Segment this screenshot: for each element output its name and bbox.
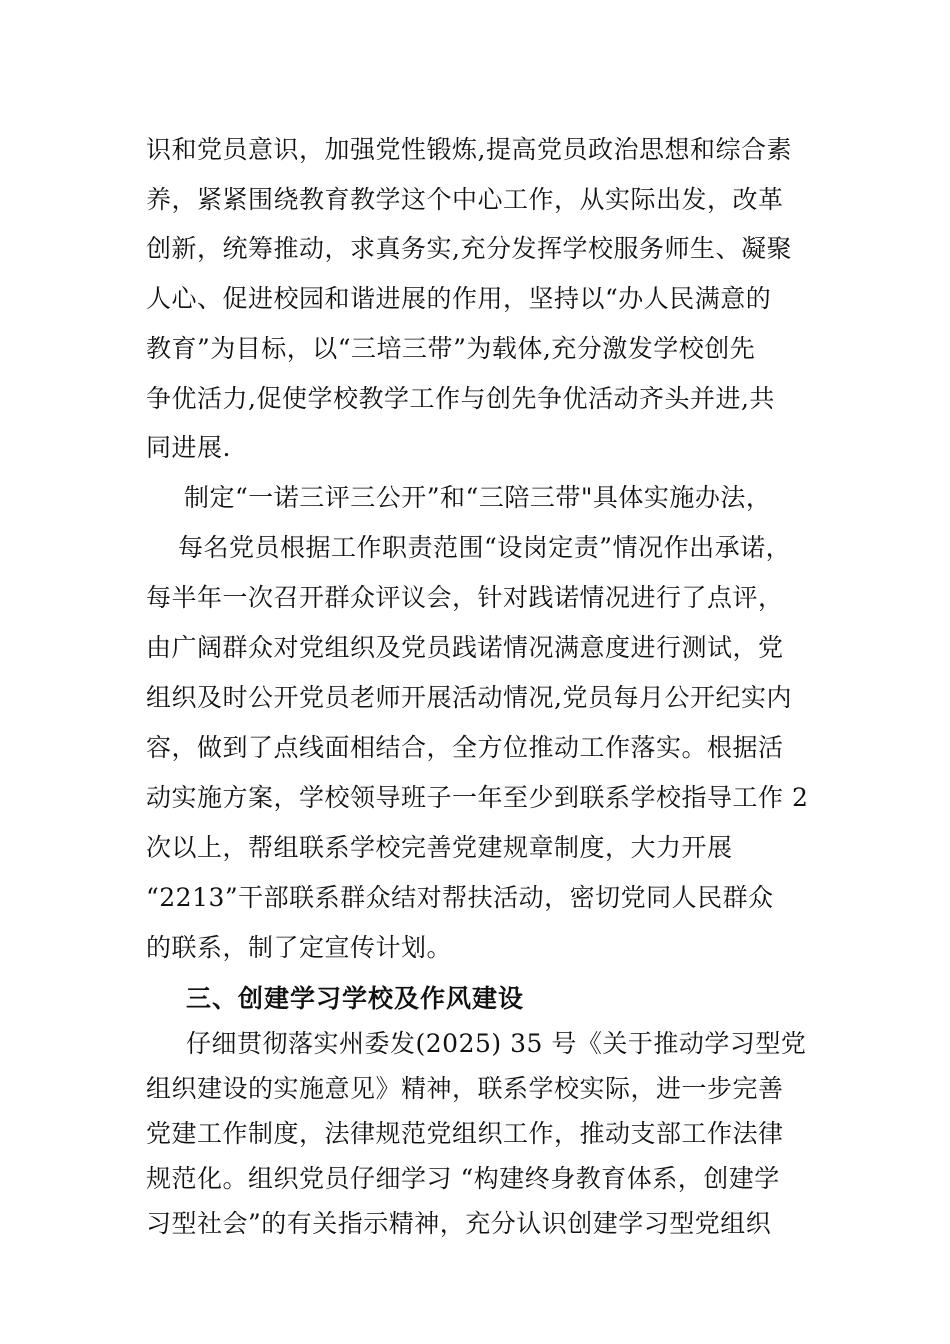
paragraph-2-line-10: 的联系，制了定宣传计划。 [146,933,453,962]
paragraph-2-line-9: “2213”干部联系群众结对帮扶活动，密切党同人民群众 [146,883,774,912]
paragraph-2-line-2: 每名党员根据工作职责范围“设岗定责”情况作出承诺， [178,533,792,562]
paragraph-2-line-1: 制定“一诺三评三公开”和“三陪三带"具体实施办法， [184,483,772,512]
paragraph-3-line-2: 组织建设的实施意见》精神，联系学校实际，进一步完善 [146,1074,784,1103]
paragraph-3-line-3: 党建工作制度，法律规范党组织工作，推动支部工作法律 [146,1119,784,1148]
paragraph-1-line-4: 人心、促进校园和谐进展的作用，坚持以“办人民满意的 [146,284,772,313]
paragraph-2-line-7: 动实施方案，学校领导班子一年至少到联系学校指导工作 2 [146,783,809,812]
section-3-heading: 三、创建学习学校及作风建设 [186,984,525,1013]
paragraph-2-line-5: 组织及时公开党员老师开展活动情况,党员每月公开纪实内 [146,683,792,712]
paragraph-2-line-8: 次以上，帮组联系学校完善党建规章制度，大力开展 [146,833,733,862]
paragraph-2-line-6: 容，做到了点线面相结合，全方位推动工作落实。根据活 [146,733,784,762]
paragraph-1-line-5: 教育”为目标，以“三培三带”为载体,充分激发学校创先 [146,334,756,363]
paragraph-3-line-1: 仔细贯彻落实州委发(2025) 35 号《关于推动学习型党 [186,1029,807,1058]
paragraph-1-line-2: 养，紧紧围绕教育教学这个中心工作，从实际出发，改革 [146,185,784,214]
paragraph-1-line-1: 识和党员意识，加强党性锻炼,提高党员政治思想和综合素 [146,135,792,164]
paragraph-2-line-3: 每半年一次召开群众评议会，针对践诺情况进行了点评， [146,583,784,612]
paragraph-3-line-5: 习型社会”的有关指示精神，充分认识创建学习型党组织 [146,1209,772,1238]
paragraph-2-line-4: 由广阔群众对党组织及党员践诺情况满意度进行测试，党 [146,633,784,662]
paragraph-1-line-3: 创新，统筹推动，求真务实,充分发挥学校服务师生、凝聚 [146,234,792,263]
paragraph-1-line-6: 争优活力,促使学校教学工作与创先争优活动齐头并进,共 [146,384,775,413]
paragraph-3-line-4: 规范化。组织党员仔细学习 “构建终身教育体系，创建学 [146,1164,780,1193]
paragraph-1-line-7: 同进展. [146,433,231,462]
